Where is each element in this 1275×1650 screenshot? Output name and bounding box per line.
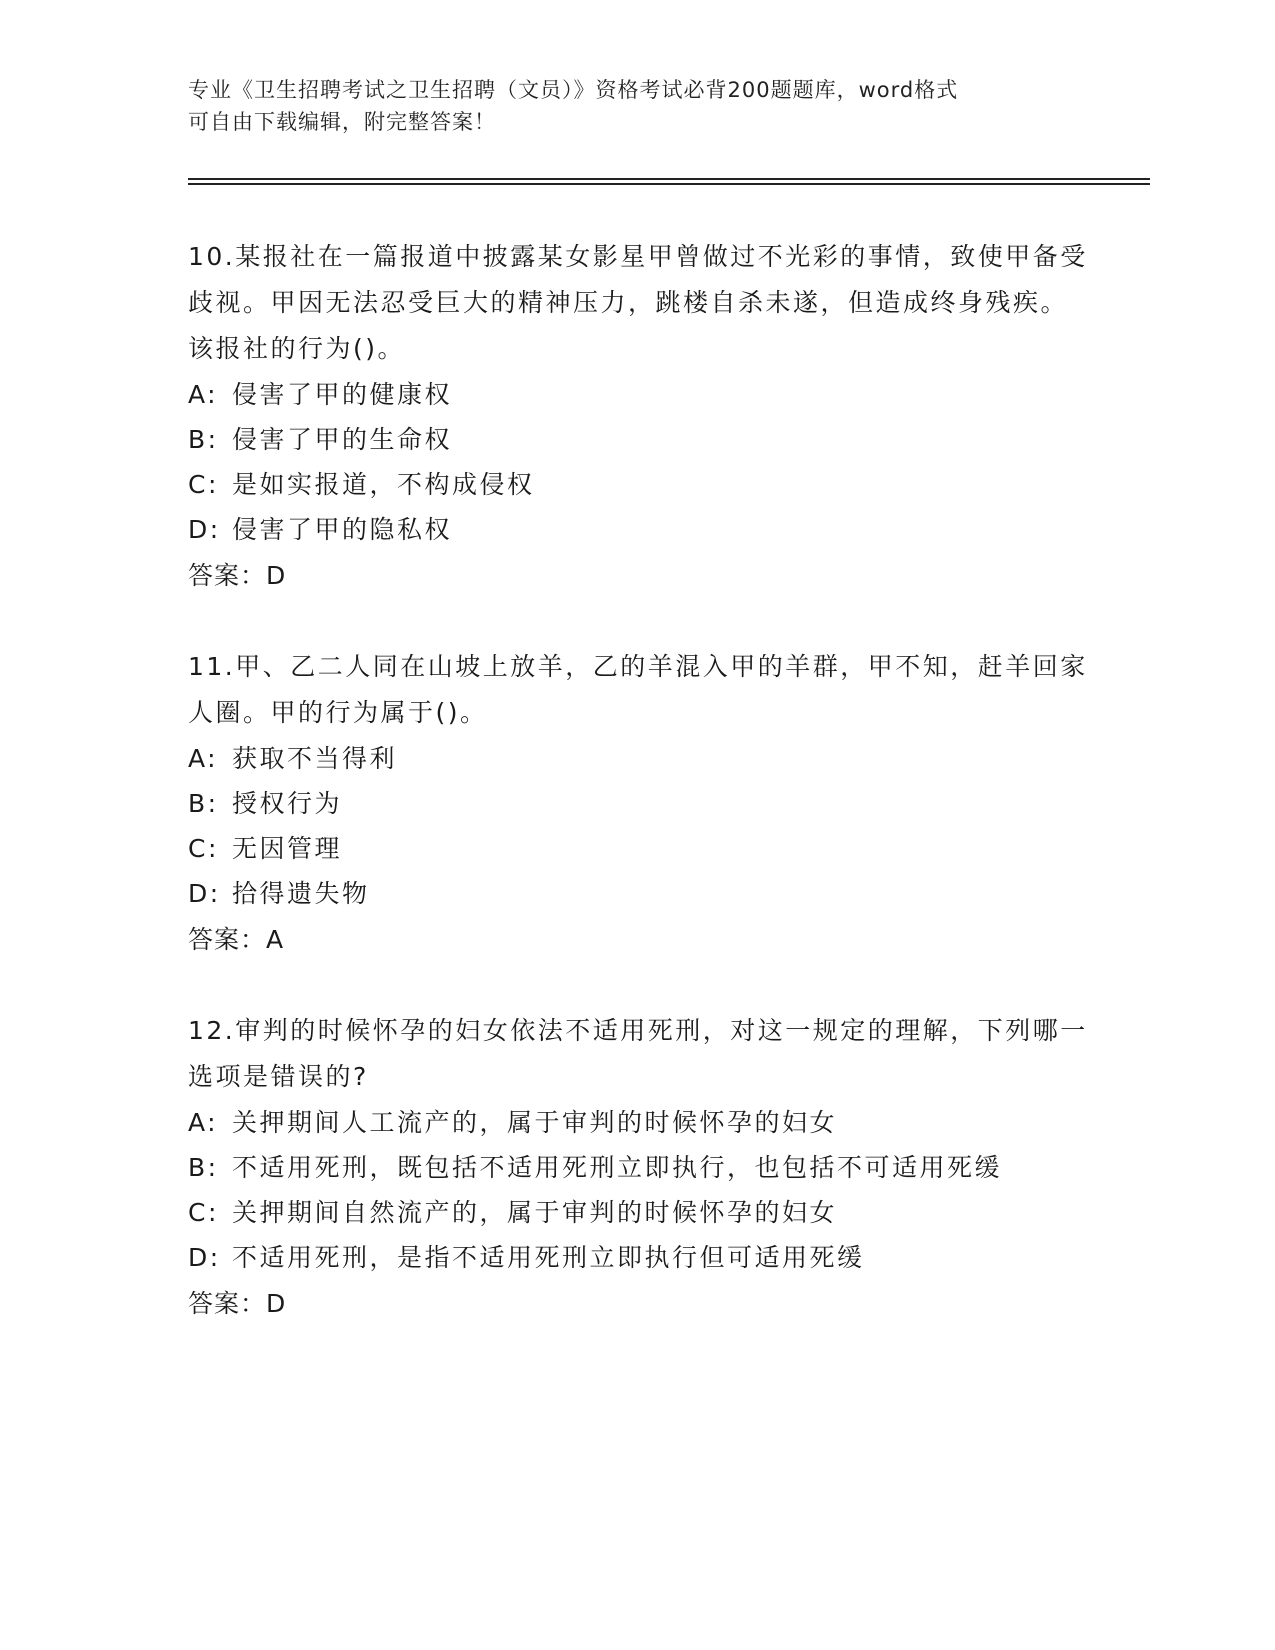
answer-line: 答案：D (188, 1289, 287, 1318)
question-text: 12.审判的时候怀孕的妇女依法不适用死刑，对这一规定的理解，下列哪一选项是错误的? (188, 1016, 1088, 1091)
option-letter: B: (188, 425, 219, 454)
option-text: 不适用死刑，是指不适用死刑立即执行但可适用死缓 (232, 1243, 865, 1272)
question-text: 11.甲、乙二人同在山坡上放羊，乙的羊混入甲的羊群，甲不知，赶羊回家人圈。甲的行为属于()。 (188, 652, 1088, 727)
question-text: 10.某报社在一篇报道中披露某女影星甲曾做过不光彩的事情，致使甲备受歧视。甲因无法忍受巨大的精神压力，跳楼自杀未遂，但造成终身残疾。该报社的行为()。 (188, 242, 1088, 363)
option-letter: A: (188, 744, 219, 773)
option-text: 无因管理 (232, 834, 343, 863)
option-text: 不适用死刑，既包括不适用死刑立即执行，也包括不可适用死缓 (232, 1153, 1003, 1182)
option-text: 侵害了甲的健康权 (232, 380, 453, 409)
option-c (188, 826, 1088, 871)
option-text: 获取不当得利 (232, 744, 398, 773)
header-rule-bottom (188, 183, 1150, 185)
option-b (188, 781, 1088, 826)
option-d (188, 871, 1088, 916)
option-d (188, 507, 1088, 552)
option-a (188, 372, 1088, 417)
option-letter: C: (188, 470, 219, 499)
option-letter: D: (188, 879, 221, 908)
option-text: 授权行为 (232, 789, 343, 818)
header-line-2: 可自由下载编辑，附完整答案！ (188, 110, 496, 134)
option-c (188, 1190, 1088, 1235)
document-header (188, 74, 1088, 138)
answer-line: 答案：D (188, 561, 287, 590)
question-11 (188, 644, 1088, 964)
answer-line: 答案：A (188, 925, 285, 954)
question-10 (188, 234, 1088, 600)
option-letter: D: (188, 515, 221, 544)
header-rule-top (188, 178, 1150, 180)
option-text: 是如实报道，不构成侵权 (232, 470, 535, 499)
option-text: 关押期间自然流产的，属于审判的时候怀孕的妇女 (232, 1198, 838, 1227)
option-b (188, 1145, 1088, 1190)
option-text: 侵害了甲的隐私权 (232, 515, 453, 544)
option-letter: B: (188, 1153, 219, 1182)
option-a (188, 736, 1088, 781)
option-letter: A: (188, 380, 219, 409)
option-letter: A: (188, 1108, 219, 1137)
option-letter: B: (188, 789, 219, 818)
option-letter: C: (188, 1198, 219, 1227)
option-b (188, 417, 1088, 462)
header-line-1: 专业《卫生招聘考试之卫生招聘（文员）》资格考试必背200题题库，word格式 (188, 78, 959, 102)
option-d (188, 1235, 1088, 1280)
option-a (188, 1100, 1088, 1145)
option-c (188, 462, 1088, 507)
option-text: 侵害了甲的生命权 (232, 425, 453, 454)
option-letter: C: (188, 834, 219, 863)
question-12 (188, 1008, 1088, 1328)
option-letter: D: (188, 1243, 221, 1272)
option-text: 拾得遗失物 (232, 879, 370, 908)
option-text: 关押期间人工流产的，属于审判的时候怀孕的妇女 (232, 1108, 838, 1137)
